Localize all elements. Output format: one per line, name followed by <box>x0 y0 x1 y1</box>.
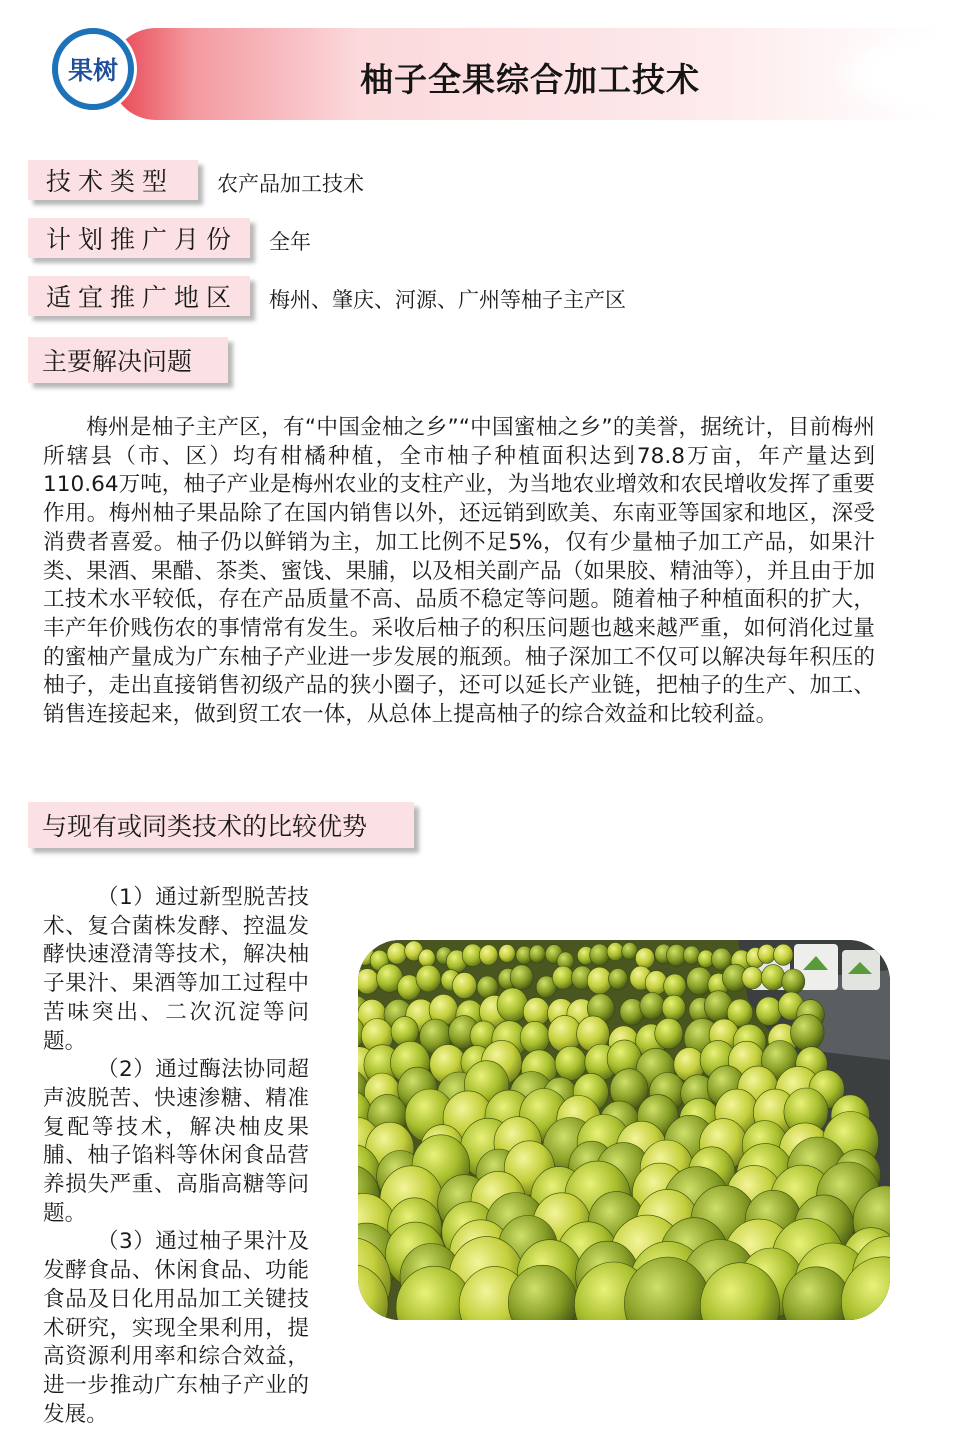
pomelo-fruit <box>607 942 624 960</box>
advantage-section-title: 与现有或同类技术的比较优势 <box>28 802 414 848</box>
problem-paragraph: 梅州是柚子主产区，有“中国金柚之乡”“中国蜜柚之乡”的美誉，据统计，目前梅州所辖县（市、区）均有柑橘种植，全市柚子种植面积达到78.8万亩，年产量达到110.64万吨，柚子产业是梅州农业的支柱产业，为当地农业增效和农民增收发挥了重要作用。梅州柚子果品除了在国内销售以外，还远销到欧美、东南亚等国家和地区，深受消费者喜爱。柚子仍以鲜销为主，加工比例不足5%，仅有少量柚子加工产品，如果汁类、果酒、果醋、茶类、蜜饯、果脯，以及相关副产品（如果胶、精油等），并且由于加工技术水平较低，存在产品质量不高、品质不稳定等问题。随着柚子种植面积的扩大，丰产年价贱伤农的事情常有发生。采收后柚子的积压问题也越来越严重，如何消化过量的蜜柚产量成为广东柚子产业进一步发展的瓶颈。柚子深加工不仅可以解决每年积压的柚子，走出直接销售初级产品的狭小圈子，还可以延长产业链，把柚子的生产、加工、销售连接起来，做到贸工农一体，从总体上提高柚子的综合效益和比较利益。 <box>43 415 875 728</box>
pomelo-fruit <box>419 949 436 967</box>
pomelo-fruit <box>635 948 654 969</box>
promotion-region-value: 梅州、肇庆、河源、广州等柚子主产区 <box>269 288 626 312</box>
pomelo-fruit <box>664 974 686 998</box>
pomelo-fruit <box>452 972 476 998</box>
pomelo-fruit <box>590 944 610 966</box>
pomelo-fruit <box>774 944 793 965</box>
pomelo-fruit <box>683 946 700 965</box>
pomelo-fruit <box>552 966 573 989</box>
promotion-month-value: 全年 <box>269 230 311 254</box>
pomelo-fruit <box>387 943 407 965</box>
pomelo-pile-photo <box>358 940 890 1320</box>
tech-type-value: 农产品加工技术 <box>217 172 364 196</box>
advantage-item-2: （2）通过酶法协同超声波脱苦、快速渗糖、精准复配等技术，解决柚皮果脯、柚子馅料等休闲食品营养损失严重、高脂高糖等问题。 <box>43 1057 309 1226</box>
advantage-item-3: （3）通过柚子果汁及发酵食品、休闲食品、功能食品及日化用品加工关键技术研究，实现全果利用，提高资源利用率和综合效益，进一步推动广东柚子产业的发展。 <box>43 1229 309 1427</box>
pomelo-fruit <box>742 967 763 989</box>
pomelo-fruit <box>555 1046 587 1080</box>
pomelo-fruit <box>640 993 665 1020</box>
advantage-item-1: （1）通过新型脱苦技术、复合菌株发酵、控温发酵快速澄清等技术，解决柚子果汁、果酒等加工过程中苦味突出、二次沉淀等问题。 <box>43 885 309 1054</box>
pomelo-fruit <box>758 944 776 963</box>
pomelo-fruit <box>510 965 533 990</box>
pomelo-fruit <box>479 945 498 965</box>
pomelo-fruit <box>608 969 627 990</box>
promotion-month-label: 计划推广月份 <box>28 218 250 258</box>
pomelo-fruit <box>358 948 359 966</box>
advantage-list <box>43 884 309 1429</box>
promotion-region-label: 适宜推广地区 <box>28 276 250 316</box>
category-badge: 果树 <box>52 28 134 110</box>
pomelo-fruit <box>791 1014 825 1051</box>
tech-type-label: 技术类型 <box>28 160 198 200</box>
pomelo-fruit <box>529 945 545 963</box>
page-title: 柚子全果综合加工技术 <box>360 60 700 99</box>
pomelo-fruit <box>497 988 528 1022</box>
pomelo-fruit <box>499 944 516 962</box>
pomelo-fruit <box>520 1021 550 1053</box>
pomelo-fruit <box>662 995 685 1020</box>
pomelo-fruit <box>416 965 441 992</box>
pomelo-fruit <box>761 965 785 991</box>
pomelo-fruit <box>782 969 805 994</box>
pomelo-fruit <box>358 969 379 994</box>
pomelo-fruit <box>756 997 782 1026</box>
pomelo-fruit <box>655 1018 683 1049</box>
problem-section-title: 主要解决问题 <box>28 337 228 383</box>
